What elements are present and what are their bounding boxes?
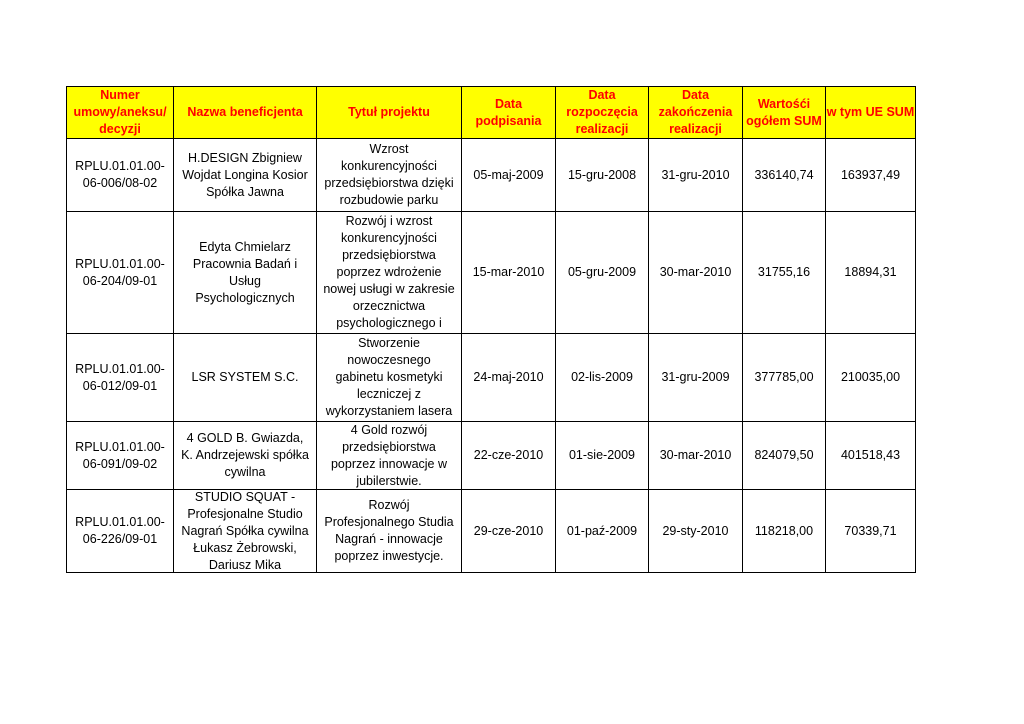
header-beneficjent: Nazwa beneficjenta xyxy=(174,87,317,139)
header-row xyxy=(67,87,916,139)
cell-data-zakonczenia: 31-gru-2009 xyxy=(649,334,743,422)
cell-numer: RPLU.01.01.00- 06-012/09-01 xyxy=(67,334,174,422)
table-row xyxy=(67,212,916,334)
cell-data-podpisania: 29-cze-2010 xyxy=(462,490,556,573)
cell-tytul: Rozwój Profesjonalnego Studia Nagrań - innowacje poprzez inwestycje. xyxy=(317,490,462,573)
cell-beneficjent: STUDIO SQUAT - Profesjonalne Studio Nagrań Spółka cywilna Łukasz Żebrowski, Dariusz Mika xyxy=(174,490,317,573)
cell-beneficjent: H.DESIGN Zbigniew Wojdat Longina Kosior Spółka Jawna xyxy=(174,139,317,212)
beneficiary-table xyxy=(66,86,916,573)
cell-data-rozpoczecia: 02-lis-2009 xyxy=(556,334,649,422)
cell-data-rozpoczecia: 15-gru-2008 xyxy=(556,139,649,212)
cell-tytul: Rozwój i wzrost konkurencyjności przedsiębiorstwa poprzez wdrożenie nowej usługi w zakresie orzecznictwa psychologicznego i xyxy=(317,212,462,334)
table-row xyxy=(67,490,916,573)
cell-data-podpisania: 24-maj-2010 xyxy=(462,334,556,422)
cell-ue: 210035,00 xyxy=(826,334,916,422)
table-row xyxy=(67,139,916,212)
cell-wartosc: 31755,16 xyxy=(743,212,826,334)
header-tytul: Tytuł projektu xyxy=(317,87,462,139)
cell-numer: RPLU.01.01.00- 06-091/09-02 xyxy=(67,422,174,490)
cell-data-podpisania: 15-mar-2010 xyxy=(462,212,556,334)
cell-ue: 70339,71 xyxy=(826,490,916,573)
table-row xyxy=(67,422,916,490)
cell-data-podpisania: 22-cze-2010 xyxy=(462,422,556,490)
table-row xyxy=(67,334,916,422)
header-ue: w tym UE SUM xyxy=(826,87,916,139)
cell-tytul: Stworzenie nowoczesnego gabinetu kosmetyki leczniczej z wykorzystaniem lasera xyxy=(317,334,462,422)
cell-ue: 18894,31 xyxy=(826,212,916,334)
header-data-podpisania: Data podpisania xyxy=(462,87,556,139)
cell-numer: RPLU.01.01.00- 06-006/08-02 xyxy=(67,139,174,212)
cell-data-rozpoczecia: 01-paź-2009 xyxy=(556,490,649,573)
cell-beneficjent: Edyta Chmielarz Pracownia Badań i Usług Psychologicznych xyxy=(174,212,317,334)
cell-beneficjent: LSR SYSTEM S.C. xyxy=(174,334,317,422)
cell-wartosc: 118218,00 xyxy=(743,490,826,573)
header-numer: Numer umowy/aneksu/ decyzji xyxy=(67,87,174,139)
cell-data-rozpoczecia: 05-gru-2009 xyxy=(556,212,649,334)
cell-data-zakonczenia: 30-mar-2010 xyxy=(649,422,743,490)
header-data-rozpoczecia: Data rozpoczęcia realizacji xyxy=(556,87,649,139)
cell-numer: RPLU.01.01.00- 06-226/09-01 xyxy=(67,490,174,573)
cell-wartosc: 824079,50 xyxy=(743,422,826,490)
cell-numer: RPLU.01.01.00- 06-204/09-01 xyxy=(67,212,174,334)
cell-data-zakonczenia: 31-gru-2010 xyxy=(649,139,743,212)
cell-wartosc: 377785,00 xyxy=(743,334,826,422)
cell-data-zakonczenia: 30-mar-2010 xyxy=(649,212,743,334)
header-data-zakonczenia: Data zakończenia realizacji xyxy=(649,87,743,139)
cell-data-rozpoczecia: 01-sie-2009 xyxy=(556,422,649,490)
cell-beneficjent: 4 GOLD B. Gwiazda, K. Andrzejewski spółka cywilna xyxy=(174,422,317,490)
cell-wartosc: 336140,74 xyxy=(743,139,826,212)
cell-ue: 163937,49 xyxy=(826,139,916,212)
cell-data-zakonczenia: 29-sty-2010 xyxy=(649,490,743,573)
cell-tytul: 4 Gold rozwój przedsiębiorstwa poprzez innowacje w jubilerstwie. xyxy=(317,422,462,490)
cell-data-podpisania: 05-maj-2009 xyxy=(462,139,556,212)
cell-ue: 401518,43 xyxy=(826,422,916,490)
cell-tytul: Wzrost konkurencyjności przedsiębiorstwa dzięki rozbudowie parku xyxy=(317,139,462,212)
header-wartosc: Wartośći ogółem SUM xyxy=(743,87,826,139)
